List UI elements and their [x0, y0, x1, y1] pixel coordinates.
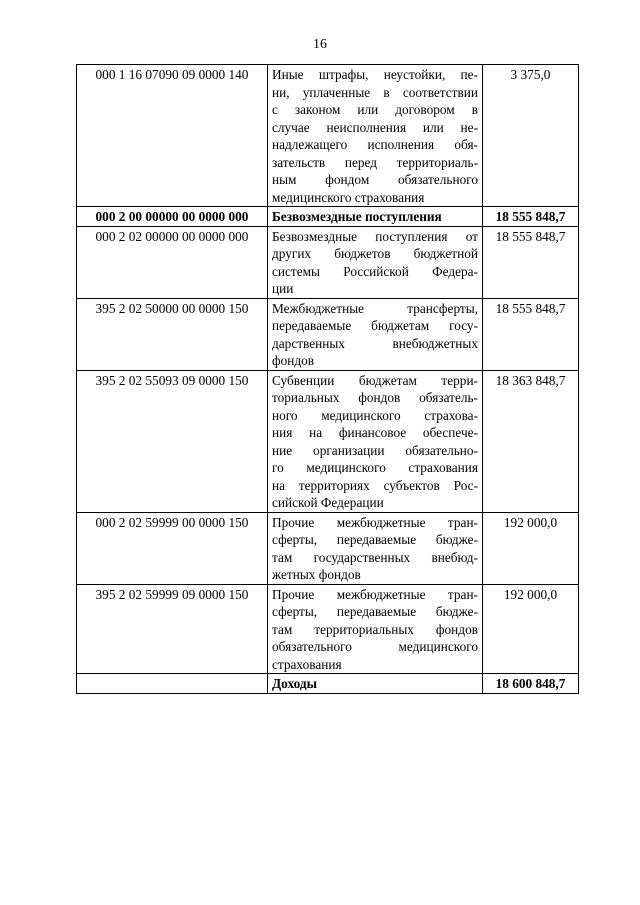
amount-cell: 18 600 848,7 — [483, 674, 579, 694]
budget-code-cell: 395 2 02 59999 09 0000 150 — [77, 584, 268, 674]
revenue-table — [76, 64, 579, 694]
revenue-name-cell — [268, 298, 483, 370]
revenue-name-line: страхования — [272, 656, 342, 672]
revenue-name-line: передаваемые бюджетам госу- — [272, 318, 478, 333]
budget-code-cell: 000 1 16 07090 09 0000 140 — [77, 65, 268, 207]
revenue-name-line: дарственных внебюджетных — [272, 335, 478, 351]
table-row — [77, 298, 579, 370]
revenue-name-line: Межбюджетные трансферты, — [272, 300, 478, 316]
amount-cell: 18 363 848,7 — [483, 370, 579, 512]
budget-code-cell: 000 2 02 00000 00 0000 000 — [77, 226, 268, 298]
table-row — [77, 512, 579, 584]
budget-code-cell: 395 2 02 50000 00 0000 150 — [77, 298, 268, 370]
revenue-name-cell — [268, 226, 483, 298]
amount-cell: 192 000,0 — [483, 512, 579, 584]
revenue-name-line: других бюджетов бюджетной — [272, 246, 478, 261]
revenue-name-line: там государственных внебюд- — [272, 549, 478, 565]
amount-cell: 18 555 848,7 — [483, 298, 579, 370]
table-row — [77, 370, 579, 512]
table-row — [77, 674, 579, 694]
amount-cell: 18 555 848,7 — [483, 207, 579, 227]
revenue-name-line: системы Российской Федера- — [272, 263, 478, 279]
budget-code-cell: 000 2 02 59999 00 0000 150 — [77, 512, 268, 584]
revenue-name-line: ние организации обязательно- — [272, 442, 478, 458]
revenue-name-line: Иные штрафы, неустойки, пе- — [272, 67, 478, 82]
revenue-name-line: обязательного медицинского — [272, 639, 478, 654]
revenue-name-cell — [268, 674, 483, 694]
revenue-name-line: ния на финансовое обеспече- — [272, 425, 478, 440]
page-number: 16 — [313, 37, 327, 52]
revenue-name-cell — [268, 207, 483, 227]
budget-code-cell: 000 2 00 00000 00 0000 000 — [77, 207, 268, 227]
revenue-name-line: Прочие межбюджетные тран- — [272, 586, 478, 602]
amount-cell: 192 000,0 — [483, 584, 579, 674]
table-row — [77, 65, 579, 207]
revenue-name-line: сферты, передаваемые бюдже- — [272, 604, 478, 619]
amount-cell: 3 375,0 — [483, 65, 579, 207]
revenue-name-line: ным фондом обязательного — [272, 172, 478, 187]
revenue-name-cell — [268, 370, 483, 512]
revenue-name-line: жетных фондов — [272, 567, 361, 582]
revenue-table-body — [77, 65, 579, 694]
revenue-name-cell — [268, 584, 483, 674]
revenue-name-line: Субвенции бюджетам терри- — [272, 372, 478, 388]
table-row — [77, 207, 579, 227]
revenue-name-line: на территориях субъектов Рос- — [272, 477, 478, 493]
revenue-name-line: фондов — [272, 353, 315, 368]
revenue-name-line: медицинского страхования — [272, 189, 425, 205]
revenue-name-line: Безвозмездные поступления от — [272, 228, 478, 244]
revenue-name-line: там территориальных фондов — [272, 621, 478, 637]
revenue-name-line: сийской Федерации — [272, 495, 384, 510]
revenue-name-line: ториальных фондов обязатель- — [272, 390, 478, 405]
revenue-name-line: ного медицинского страхова- — [272, 407, 478, 423]
revenue-name-line: ни, уплаченные в соответствии — [272, 84, 478, 100]
revenue-name-line: надлежащего исполнения обя- — [272, 137, 478, 152]
table-row — [77, 226, 579, 298]
amount-cell: 18 555 848,7 — [483, 226, 579, 298]
budget-code-cell: 395 2 02 55093 09 0000 150 — [77, 370, 268, 512]
revenue-name-line: Прочие межбюджетные тран- — [272, 514, 478, 530]
table-row — [77, 584, 579, 674]
revenue-name-line: с законом или договором в — [272, 102, 478, 117]
revenue-name-line: го медицинского страхования — [272, 460, 478, 475]
revenue-name-line: Доходы — [272, 676, 317, 691]
revenue-name-line: случае неисполнения или не- — [272, 119, 478, 135]
revenue-name-line: зательств перед территориаль- — [272, 154, 478, 170]
budget-code-cell — [77, 674, 268, 694]
revenue-name-cell — [268, 65, 483, 207]
revenue-name-line: Безвозмездные поступления — [272, 209, 442, 224]
revenue-name-line: сферты, передаваемые бюдже- — [272, 532, 478, 547]
revenue-name-line: ции — [272, 281, 294, 296]
revenue-name-cell — [268, 512, 483, 584]
